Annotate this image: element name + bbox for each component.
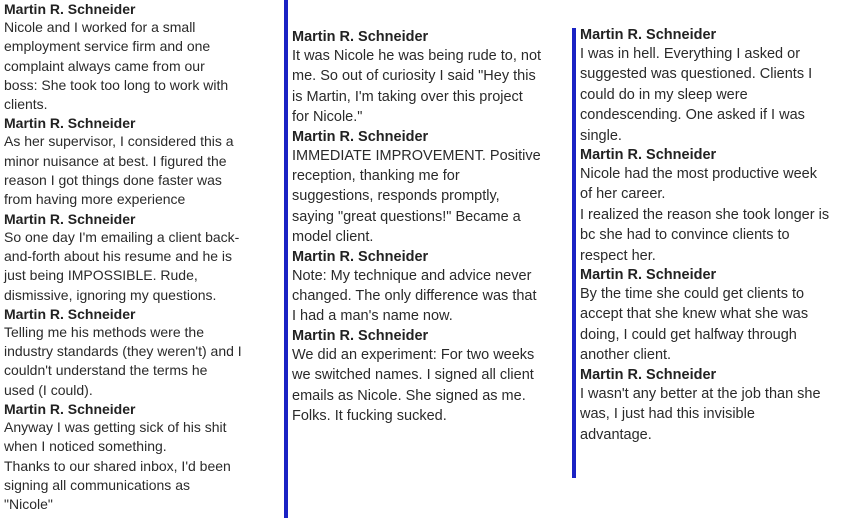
author-name[interactable]: Martin R. Schneider bbox=[292, 327, 429, 344]
author-name[interactable]: Martin R. Schneider bbox=[4, 305, 136, 322]
tweet-text: Nicole and I worked for a small employment service firm and one complaint always came from our boss: She took too long to work with clients. bbox=[4, 19, 229, 113]
author-name[interactable]: Martin R. Schneider bbox=[4, 401, 136, 418]
tweet-text: Note: My technique and advice never changed. The only difference was that I had a man's name now. bbox=[292, 267, 537, 325]
tweet-text: Anyway I was getting sick of his shit when I noticed something. Thanks to our shared inbox, I'd been signing all communications as "Nicole" bbox=[4, 419, 231, 513]
tweet-text: IMMEDIATE IMPROVEMENT. Positive reception, thanking me for suggestions, responds promptly, saying "great questions!" Became a model client. bbox=[292, 147, 541, 246]
tweet-text: By the time she could get clients to accept that she knew what she was doing, I could get halfway through another client. bbox=[580, 286, 809, 364]
author-name[interactable]: Martin R. Schneider bbox=[292, 128, 429, 145]
tweet-post bbox=[292, 327, 568, 427]
author-name[interactable]: Martin R. Schneider bbox=[292, 248, 429, 265]
tweet-post bbox=[292, 248, 568, 327]
tweet-post bbox=[292, 28, 568, 128]
author-name[interactable]: Martin R. Schneider bbox=[4, 1, 136, 17]
tweet-post bbox=[292, 128, 568, 248]
tweet-text: I was in hell. Everything I asked or suggested was questioned. Clients I could do in my sleep were condescending. One asked if I was single. bbox=[580, 46, 813, 144]
column-divider bbox=[284, 0, 288, 518]
tweet-post bbox=[4, 400, 280, 514]
author-name[interactable]: Martin R. Schneider bbox=[292, 29, 429, 45]
tweet-post bbox=[4, 305, 280, 400]
tweet-post bbox=[580, 146, 862, 266]
tweet-post bbox=[580, 266, 862, 366]
column-divider bbox=[572, 28, 576, 478]
tweet-text: It was Nicole he was being rude to, not me. So out of curiosity I said "Hey this is Martin, I'm taking over this project for Nicole." bbox=[292, 48, 542, 126]
author-name[interactable]: Martin R. Schneider bbox=[4, 115, 136, 132]
tweet-text: We did an experiment: For two weeks we switched names. I signed all client emails as Nicole. She signed as me. Folks. It fucking sucked. bbox=[292, 346, 535, 425]
tweet-text: I wasn't any better at the job than she was, I just had this invisible advantage. bbox=[580, 385, 821, 443]
tweet-post bbox=[580, 26, 862, 146]
author-name[interactable]: Martin R. Schneider bbox=[4, 210, 136, 227]
tweet-post bbox=[4, 0, 280, 114]
author-name[interactable]: Martin R. Schneider bbox=[580, 27, 717, 43]
tweet-text: Telling me his methods were the industry standards (they weren't) and I couldn't understand the terms he used (I could). bbox=[4, 323, 242, 398]
author-name[interactable]: Martin R. Schneider bbox=[580, 267, 717, 284]
thread-column-3 bbox=[580, 26, 862, 445]
tweet-post bbox=[4, 114, 280, 209]
author-name[interactable]: Martin R. Schneider bbox=[580, 366, 717, 383]
tweet-post bbox=[580, 366, 862, 445]
thread-column-2 bbox=[292, 28, 568, 427]
tweet-text: Nicole had the most productive week of her career. I realized the reason she took longer is bc she had to convince clients to respect her. bbox=[580, 166, 830, 264]
tweet-text: So one day I'm emailing a client back- and-forth about his resume and he is just being IMPOSSIBLE. Rude, dismissive, ignoring my questions. bbox=[4, 228, 240, 303]
thread-column-1 bbox=[4, 0, 280, 515]
author-name[interactable]: Martin R. Schneider bbox=[580, 147, 717, 164]
tweet-text: As her supervisor, I considered this a minor nuisance at best. I figured the reason I got things done faster was from having more experience bbox=[4, 133, 234, 208]
tweet-post bbox=[4, 210, 280, 305]
